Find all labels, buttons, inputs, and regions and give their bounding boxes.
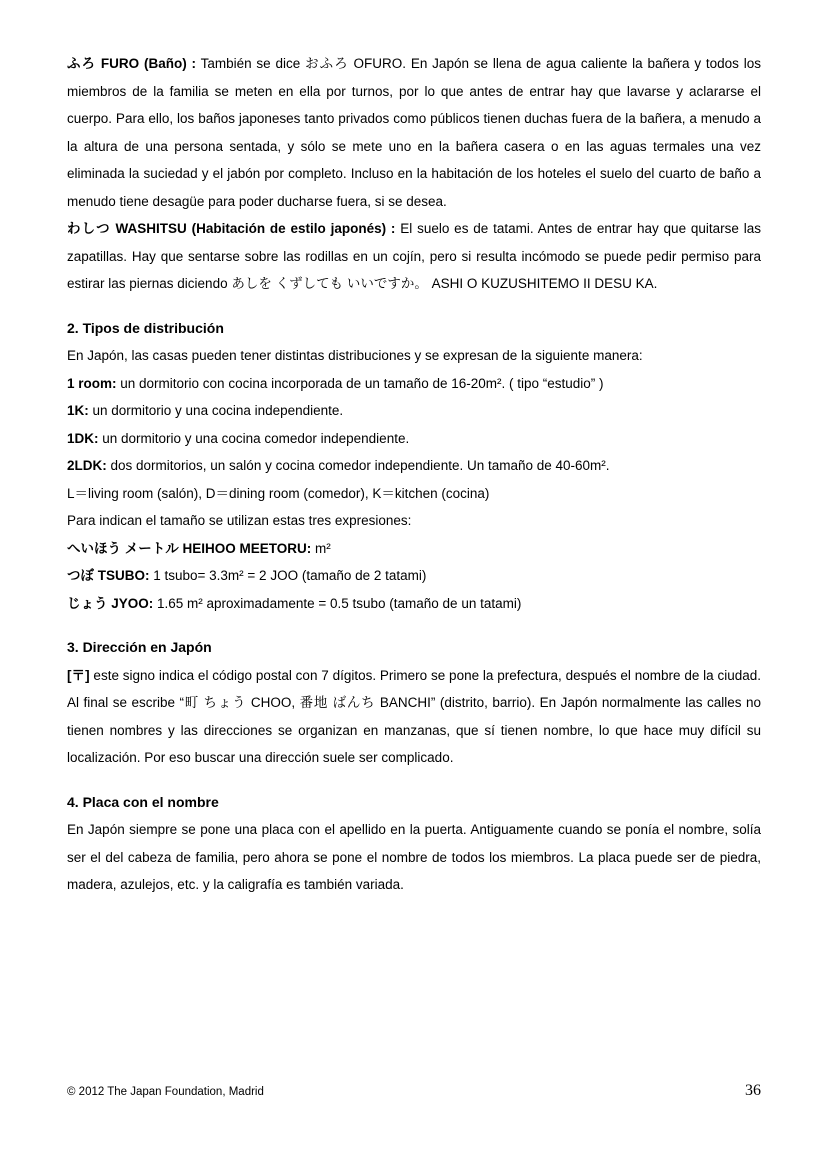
section-4-heading: 4. Placa con el nombre <box>67 793 219 810</box>
distribution-item-1k-text: un dormitorio y una cocina independiente. <box>88 403 344 418</box>
paragraph-furo <box>67 50 761 215</box>
distribution-item-1room-text: un dormitorio con cocina incorporada de un tamaño de 16-20m². ( tipo “estudio” ) <box>116 375 604 391</box>
section-3-paragraph <box>67 662 761 772</box>
distribution-legend: L＝living room (salón), D＝dining room (comedor), K＝kitchen (cocina) <box>67 485 490 501</box>
size-item-jyoo-text: 1.65 m² aproximadamente = 0.5 tsubo (tamaño de un tatami) <box>153 595 522 611</box>
section-3-text: este signo indica el código postal con 7 dígitos. Primero se pone la prefectura, después el nombre de la ciudad. Al final se escribe “町 ちょう CHOO, 番地 ばんち BANCHI” (distrito, barrio). En Japón normalmente las calles no tienen nombres y las direcciones se organizan en manzanas, que sí tienen nombre, lo que hace muy difícil su localización. Por eso buscar una dirección suele ser complicado. <box>67 667 762 765</box>
section-2-intro: En Japón, las casas pueden tener distintas distribuciones y se expresan de la siguiente manera: <box>67 348 643 363</box>
size-intro: Para indican el tamaño se utilizan estas tres expresiones: <box>67 513 412 528</box>
distribution-item-2ldk-text: dos dormitorios, un salón y cocina comedor independiente. Un tamaño de 40-60m². <box>106 458 610 473</box>
washitsu-text: El suelo es de tatami. Antes de entrar hay que quitarse las zapatillas. Hay que sentarse sobre las rodillas en un cojín, pero si resulta incómodo se puede pedir permiso para estirar las piernas diciendo あしを くずしても いいですか。 ASHI O KUZUSHITEMO II DESU KA. <box>67 221 762 291</box>
distribution-item-1dk-term: 1DK: <box>67 430 99 446</box>
distribution-item-1k <box>67 397 761 425</box>
distribution-item-2ldk <box>67 452 761 480</box>
page-content <box>67 50 761 899</box>
distribution-item-1k-term: 1K: <box>67 403 89 418</box>
section-2-heading: 2. Tipos de distribución <box>67 319 224 336</box>
copyright-notice: © 2012 The Japan Foundation, Madrid <box>67 1086 264 1098</box>
distribution-item-1dk-text: un dormitorio y una cocina comedor independiente. <box>98 430 410 446</box>
size-item-heihoo <box>67 535 761 563</box>
size-item-tsubo-term: つぼ TSUBO: <box>67 568 150 583</box>
section-3-heading: 3. Dirección en Japón <box>67 639 212 655</box>
distribution-item-2ldk-term: 2LDK: <box>67 458 107 473</box>
size-item-heihoo-text: m² <box>311 540 331 556</box>
furo-term: ふろ FURO (Baño) : <box>67 56 197 71</box>
page-number: 36 <box>745 1082 761 1099</box>
size-item-jyoo-term: じょう JYOO: <box>67 595 154 611</box>
size-item-jyoo <box>67 590 761 618</box>
distribution-item-1room <box>67 370 761 398</box>
distribution-item-1room-term: 1 room: <box>67 375 117 391</box>
paragraph-washitsu <box>67 215 761 298</box>
furo-text: También se dice おふろ OFURO. En Japón se llena de agua caliente la bañera y todos los miembros de la familia se meten en ella por turnos, por lo que antes de entrar hay que lavarse y aclararse el cuerpo. Para ello, los baños japoneses tanto privados como públicos tienen duchas fuera de la bañera, a menudo a la altura de una persona sentada, y sólo se mete uno en la bañera casera o en las aguas termales una vez eliminada la suciedad y el jabón por completo. Incluso en la habitación de los hoteles el suelo del cuarto de baño a menudo tiene desagüe para poder ducharse fuera, si se desea. <box>67 56 761 209</box>
size-item-tsubo-text: 1 tsubo= 3.3m² = 2 JOO (tamaño de 2 tatami) <box>149 568 427 583</box>
size-item-tsubo <box>67 562 761 590</box>
washitsu-term: わしつ WASHITSU (Habitación de estilo japonés) : <box>67 221 396 236</box>
size-item-heihoo-term: へいほう メートル HEIHOO MEETORU: <box>67 540 312 556</box>
distribution-item-1dk <box>67 425 761 453</box>
postal-mark-symbol: [〒] <box>67 667 90 683</box>
section-4-paragraph: En Japón siempre se pone una placa con el apellido en la puerta. Antiguamente cuando se ponía el nombre, solía ser el del cabeza de familia, pero ahora se pone el nombre de todos los miembros. La placa puede ser de piedra, madera, azulejos, etc. y la caligrafía es también variada. <box>67 822 761 892</box>
